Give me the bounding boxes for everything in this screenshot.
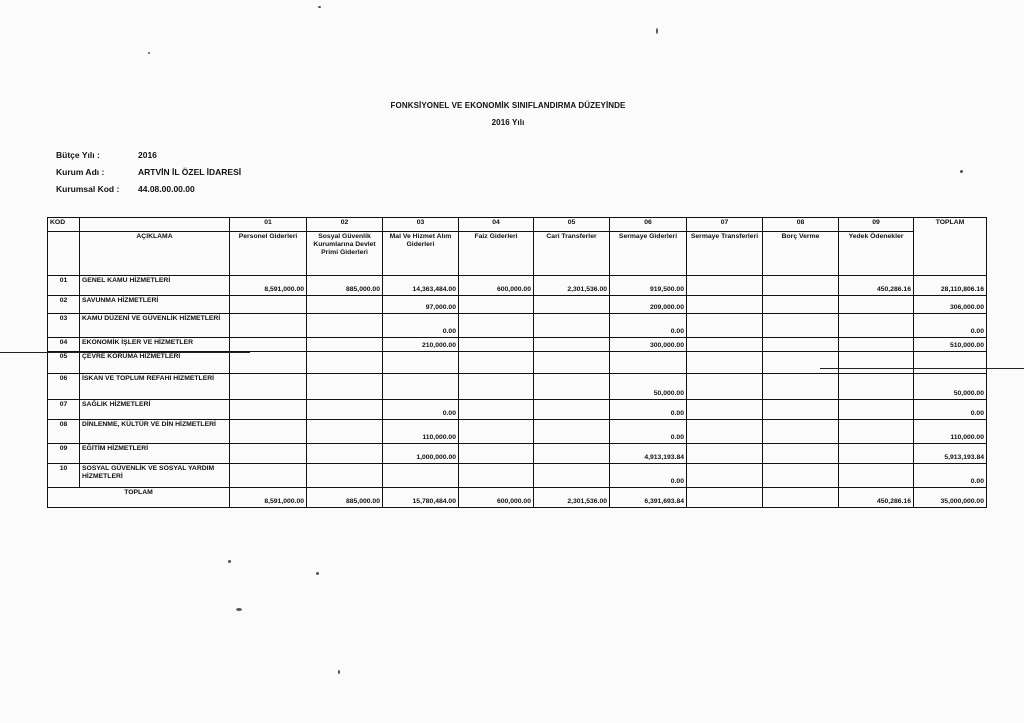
row-total: 306,000.00 bbox=[914, 296, 987, 314]
scan-speck bbox=[236, 608, 242, 611]
row-value bbox=[763, 400, 839, 420]
table-row bbox=[48, 352, 987, 374]
total-value bbox=[763, 488, 839, 508]
toplam-header: TOPLAM bbox=[914, 218, 987, 276]
row-value: 0.00 bbox=[610, 400, 687, 420]
row-value: 110,000.00 bbox=[383, 420, 459, 444]
row-value bbox=[230, 314, 307, 338]
row-code: 05 bbox=[48, 352, 80, 374]
row-value bbox=[459, 374, 534, 400]
meta-institution-code bbox=[56, 184, 195, 194]
meta-institution bbox=[56, 167, 241, 177]
row-value bbox=[763, 444, 839, 464]
table-row bbox=[48, 314, 987, 338]
row-code: 06 bbox=[48, 374, 80, 400]
row-total: 28,110,806.16 bbox=[914, 276, 987, 296]
row-value: 0.00 bbox=[610, 464, 687, 488]
row-value bbox=[307, 296, 383, 314]
row-value bbox=[230, 444, 307, 464]
page-subtitle: 2016 Yılı bbox=[491, 118, 525, 127]
col-name: Borç Verme bbox=[763, 232, 839, 276]
row-value: 14,363,484.00 bbox=[383, 276, 459, 296]
blank-header bbox=[80, 218, 230, 232]
page-title: FONKSİYONEL VE EKONOMİK SINIFLANDIRMA DÜZEYİNDE bbox=[390, 101, 626, 110]
row-value bbox=[534, 420, 610, 444]
table-row bbox=[48, 444, 987, 464]
meta-value: ARTVİN İL ÖZEL İDARESİ bbox=[138, 167, 242, 177]
row-value: 210,000.00 bbox=[383, 338, 459, 352]
row-value bbox=[763, 464, 839, 488]
total-value: 2,301,536.00 bbox=[534, 488, 610, 508]
row-value: 209,000.00 bbox=[610, 296, 687, 314]
row-value: 0.00 bbox=[610, 314, 687, 338]
header-code-row bbox=[48, 218, 987, 232]
row-value bbox=[459, 464, 534, 488]
meta-value: 44.08.00.00.00 bbox=[138, 184, 195, 194]
scan-speck bbox=[316, 572, 319, 575]
header-name-row bbox=[48, 232, 987, 276]
row-value bbox=[687, 420, 763, 444]
row-total: 510,000.00 bbox=[914, 338, 987, 352]
row-code: 04 bbox=[48, 338, 80, 352]
row-value bbox=[839, 444, 914, 464]
col-code: 01 bbox=[230, 218, 307, 232]
row-description: KAMU DÜZENİ VE GÜVENLİK HİZMETLERİ bbox=[80, 314, 230, 338]
row-value bbox=[459, 400, 534, 420]
row-value bbox=[687, 374, 763, 400]
aciklama-header: AÇIKLAMA bbox=[80, 232, 230, 276]
row-value bbox=[459, 338, 534, 352]
row-value bbox=[230, 400, 307, 420]
row-value: 919,500.00 bbox=[610, 276, 687, 296]
scan-speck bbox=[318, 6, 321, 8]
row-total: 110,000.00 bbox=[914, 420, 987, 444]
col-code: 04 bbox=[459, 218, 534, 232]
row-description: SAVUNMA HİZMETLERİ bbox=[80, 296, 230, 314]
row-value bbox=[230, 420, 307, 444]
row-value bbox=[763, 420, 839, 444]
row-value bbox=[307, 420, 383, 444]
row-description: İSKAN VE TOPLUM REFAHI HİZMETLERİ bbox=[80, 374, 230, 400]
total-row bbox=[48, 488, 987, 508]
row-value: 1,000,000.00 bbox=[383, 444, 459, 464]
row-value bbox=[534, 374, 610, 400]
col-name: Sermaye Transferleri bbox=[687, 232, 763, 276]
row-value bbox=[610, 352, 687, 374]
kod-blank bbox=[48, 232, 80, 276]
row-value bbox=[763, 276, 839, 296]
row-value bbox=[307, 400, 383, 420]
row-value bbox=[687, 464, 763, 488]
row-value bbox=[687, 338, 763, 352]
table-row bbox=[48, 374, 987, 400]
row-value: 300,000.00 bbox=[610, 338, 687, 352]
row-value bbox=[307, 314, 383, 338]
row-value bbox=[534, 400, 610, 420]
row-value bbox=[763, 338, 839, 352]
row-value bbox=[459, 444, 534, 464]
total-label: TOPLAM bbox=[48, 488, 230, 508]
row-description: ÇEVRE KORUMA HİZMETLERİ bbox=[80, 352, 230, 374]
row-value: 2,301,536.00 bbox=[534, 276, 610, 296]
row-value bbox=[307, 352, 383, 374]
table-row bbox=[48, 276, 987, 296]
grand-total: 35,000,000.00 bbox=[914, 488, 987, 508]
row-code: 10 bbox=[48, 464, 80, 488]
row-code: 03 bbox=[48, 314, 80, 338]
table-row bbox=[48, 420, 987, 444]
col-code: 02 bbox=[307, 218, 383, 232]
row-value bbox=[839, 338, 914, 352]
col-code: 03 bbox=[383, 218, 459, 232]
row-description: EKONOMİK İŞLER VE HİZMETLER bbox=[80, 338, 230, 352]
row-value bbox=[230, 464, 307, 488]
row-value: 0.00 bbox=[383, 314, 459, 338]
row-value: 97,000.00 bbox=[383, 296, 459, 314]
col-name: Mal Ve Hizmet Alım Giderleri bbox=[383, 232, 459, 276]
table-row bbox=[48, 400, 987, 420]
row-value bbox=[534, 314, 610, 338]
scan-speck bbox=[960, 170, 963, 173]
row-value bbox=[459, 296, 534, 314]
row-value bbox=[763, 296, 839, 314]
row-value bbox=[230, 296, 307, 314]
row-description: DİNLENME, KÜLTÜR VE DİN HİZMETLERİ bbox=[80, 420, 230, 444]
total-value: 8,591,000.00 bbox=[230, 488, 307, 508]
row-value bbox=[839, 400, 914, 420]
row-total: 0.00 bbox=[914, 464, 987, 488]
col-name: Cari Transferler bbox=[534, 232, 610, 276]
row-value bbox=[687, 444, 763, 464]
row-value bbox=[307, 338, 383, 352]
row-value bbox=[534, 444, 610, 464]
total-value: 15,780,484.00 bbox=[383, 488, 459, 508]
scan-speck bbox=[656, 28, 658, 34]
row-value bbox=[383, 352, 459, 374]
row-value: 885,000.00 bbox=[307, 276, 383, 296]
col-name: Yedek Ödenekler bbox=[839, 232, 914, 276]
row-total: 0.00 bbox=[914, 400, 987, 420]
row-value bbox=[534, 296, 610, 314]
scan-speck bbox=[228, 560, 231, 563]
row-value bbox=[687, 314, 763, 338]
row-value bbox=[534, 464, 610, 488]
row-value bbox=[307, 444, 383, 464]
total-value: 6,391,693.84 bbox=[610, 488, 687, 508]
row-code: 07 bbox=[48, 400, 80, 420]
row-total: 0.00 bbox=[914, 314, 987, 338]
row-code: 01 bbox=[48, 276, 80, 296]
col-name: Faiz Giderleri bbox=[459, 232, 534, 276]
total-value: 885,000.00 bbox=[307, 488, 383, 508]
row-value bbox=[459, 420, 534, 444]
row-value bbox=[307, 374, 383, 400]
row-value bbox=[839, 352, 914, 374]
col-name: Personel Giderleri bbox=[230, 232, 307, 276]
row-total: 5,913,193.84 bbox=[914, 444, 987, 464]
col-code: 09 bbox=[839, 218, 914, 232]
row-value bbox=[230, 338, 307, 352]
row-value bbox=[459, 352, 534, 374]
row-value bbox=[230, 374, 307, 400]
row-total bbox=[914, 352, 987, 374]
row-code: 08 bbox=[48, 420, 80, 444]
row-value: 8,591,000.00 bbox=[230, 276, 307, 296]
meta-value: 2016 bbox=[138, 150, 157, 160]
col-name: Sermaye Giderleri bbox=[610, 232, 687, 276]
row-value bbox=[763, 374, 839, 400]
row-value bbox=[839, 374, 914, 400]
row-value bbox=[534, 352, 610, 374]
scan-speck bbox=[148, 52, 150, 54]
row-value: 450,286.16 bbox=[839, 276, 914, 296]
col-name: Sosyal Güvenlik Kurumlarına Devlet Primi Giderleri bbox=[307, 232, 383, 276]
col-code: 08 bbox=[763, 218, 839, 232]
row-value: 0.00 bbox=[610, 420, 687, 444]
table-row bbox=[48, 464, 987, 488]
row-value: 50,000.00 bbox=[610, 374, 687, 400]
row-code: 09 bbox=[48, 444, 80, 464]
row-description: SOSYAL GÜVENLİK VE SOSYAL YARDIM HİZMETLERİ bbox=[80, 464, 230, 488]
meta-budget-year bbox=[56, 150, 157, 160]
row-value bbox=[839, 464, 914, 488]
table-row bbox=[48, 296, 987, 314]
col-code: 05 bbox=[534, 218, 610, 232]
row-value bbox=[839, 314, 914, 338]
row-value: 4,913,193.84 bbox=[610, 444, 687, 464]
row-description: SAĞLIK HİZMETLERİ bbox=[80, 400, 230, 420]
table-row bbox=[48, 338, 987, 352]
row-description: EĞİTİM HİZMETLERİ bbox=[80, 444, 230, 464]
row-value bbox=[534, 338, 610, 352]
scan-speck bbox=[338, 670, 340, 674]
row-value bbox=[687, 400, 763, 420]
row-total: 50,000.00 bbox=[914, 374, 987, 400]
row-value: 600,000.00 bbox=[459, 276, 534, 296]
meta-label: Kurum Adı : bbox=[56, 167, 105, 177]
total-value: 600,000.00 bbox=[459, 488, 534, 508]
row-value bbox=[839, 296, 914, 314]
row-value bbox=[383, 464, 459, 488]
row-value bbox=[763, 314, 839, 338]
budget-table bbox=[47, 217, 987, 508]
scan-line bbox=[0, 352, 250, 353]
row-value bbox=[687, 296, 763, 314]
row-value bbox=[763, 352, 839, 374]
row-value: 0.00 bbox=[383, 400, 459, 420]
row-value bbox=[687, 276, 763, 296]
row-value bbox=[459, 314, 534, 338]
row-value bbox=[383, 374, 459, 400]
kod-header: KOD bbox=[48, 218, 80, 232]
row-value bbox=[230, 352, 307, 374]
row-value bbox=[839, 420, 914, 444]
col-code: 06 bbox=[610, 218, 687, 232]
row-value bbox=[307, 464, 383, 488]
total-value bbox=[687, 488, 763, 508]
total-value: 450,286.16 bbox=[839, 488, 914, 508]
row-description: GENEL KAMU HİZMETLERİ bbox=[80, 276, 230, 296]
row-value bbox=[687, 352, 763, 374]
meta-label: Kurumsal Kod : bbox=[56, 184, 120, 194]
row-code: 02 bbox=[48, 296, 80, 314]
col-code: 07 bbox=[687, 218, 763, 232]
meta-label: Bütçe Yılı : bbox=[56, 150, 100, 160]
scan-line bbox=[820, 368, 1024, 369]
